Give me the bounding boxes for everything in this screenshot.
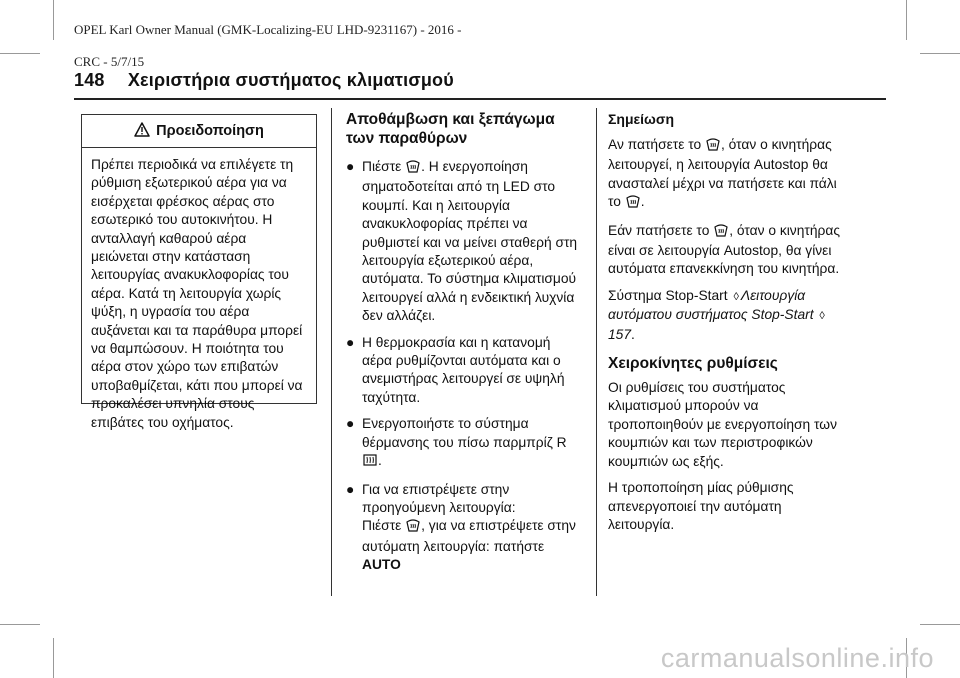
cross-reference-link[interactable]: Λειτουργία αυτόματου συστήματος Stop-Start <box>608 287 814 323</box>
crop-mark <box>906 0 907 40</box>
list-item <box>346 334 582 408</box>
page-reference[interactable]: 157 <box>608 326 632 342</box>
note-paragraph: Σύστημα Stop-Start ◊ Λειτουργία αυτόματου συστήματος Stop-Start ◊157. <box>608 287 825 342</box>
list-text: Πιέστε <box>362 518 402 534</box>
column-divider <box>596 108 597 596</box>
windscreen-defrost-icon <box>714 223 728 242</box>
defog-section <box>346 110 582 583</box>
section-title: Χειριστήρια συστήματος κλιματισμού <box>127 70 454 90</box>
column-divider <box>331 108 332 596</box>
crop-mark <box>0 53 40 54</box>
doc-title: OPEL Karl Owner Manual (GMK-Localizing-EU LHD-9231167) - 2016 - <box>74 22 462 37</box>
manual-paragraph: Οι ρυθμίσεις του συστήματος κλιματισμού μπορούν να τροποποιηθούν με ενεργοποίηση των κουμπιών και των περιστροφικών κουμπιών ως εξής. <box>608 380 837 469</box>
windscreen-defrost-icon <box>706 137 720 156</box>
page-title <box>74 70 454 91</box>
manual-heading: Χειροκίνητες ρυθμίσεις <box>608 355 778 373</box>
warning-box <box>81 114 317 430</box>
auto-label: AUTO <box>362 557 401 573</box>
list-text: , για να επιστρέψετε στην αυτόματη λειτουργία: πατήστε <box>362 518 576 554</box>
doc-subtitle: CRC - 5/7/15 <box>74 54 145 69</box>
note-heading: Σημείωση <box>608 111 675 127</box>
bullet-icon: ● <box>346 481 355 497</box>
page-number: 148 <box>74 70 105 90</box>
list-text: Πιέστε <box>362 159 402 174</box>
watermark: carmanualsonline.info <box>660 643 934 673</box>
crop-mark <box>53 638 54 678</box>
heading-rule <box>74 98 886 100</box>
warning-header <box>82 115 316 148</box>
list-item <box>346 481 582 575</box>
rear-window-heat-icon <box>363 453 377 472</box>
windscreen-defrost-icon <box>406 159 420 178</box>
reference-arrow-icon: ◊ <box>819 310 825 323</box>
list-text: . <box>378 453 382 469</box>
warning-title: Προειδοποίηση <box>156 123 264 139</box>
defog-heading: Αποθάμβωση και ξεπάγωμα των παραθύρων <box>346 111 555 147</box>
warning-triangle-icon <box>134 122 150 141</box>
defog-list <box>346 158 582 575</box>
list-text: Η θερμοκρασία και η κατανομή αέρα ρυθμίζονται αυτόματα και ο ανεμιστήρας λειτουργεί σε υψηλή ταχύτητα. <box>362 334 565 405</box>
list-item <box>346 415 582 472</box>
bullet-icon: ● <box>346 416 355 432</box>
windscreen-defrost-icon <box>406 518 420 537</box>
reference-arrow-icon: ◊ <box>733 290 739 303</box>
manual-paragraph: Η τροποποίηση μίας ρύθμισης απενεργοποιεί την αυτόματη λειτουργία. <box>608 480 794 532</box>
crop-mark <box>0 624 40 625</box>
bullet-icon: ● <box>346 159 355 174</box>
crop-mark <box>920 624 960 625</box>
crop-mark <box>53 0 54 40</box>
bullet-icon: ● <box>346 334 355 350</box>
list-text: Ενεργοποιήστε το σύστημα θέρμανσης του πίσω παρμπρίζ R <box>362 416 567 450</box>
note-section <box>608 110 844 542</box>
warning-text: Πρέπει περιοδικά να επιλέγετε τη ρύθμιση εξωτερικού αέρα για να εισέρχεται φρέσκος αέρας στο εσωτερικό του αυτοκινήτου. Η ανταλλαγή καθαρού αέρα μειώνεται στην κατάσταση λειτουργίας ανακυκλοφορίας του αέρα. Κατά τη λειτουργία χωρίς ψύξη, η υγρασία του αέρα αυξάνεται και τα παράθυρα μπορεί να θαμπώσουν. Η ποιότητα του αέρα στον χώρο των επιβατών υποβαθμίζεται, κάτι που μπορεί να προκαλέσει υπνηλία στους επιβάτες του οχήματος. <box>91 157 303 430</box>
windscreen-defrost-icon <box>626 194 640 213</box>
note-paragraph: Εάν πατήσετε το , όταν ο κινητήρας είναι σε λειτουργία Autostop, θα γίνει αυτόματα επανεκκίνηση του κινητήρα. <box>608 222 840 277</box>
list-text: Για να επιστρέψετε στην προηγούμενη λειτουργία: <box>362 481 516 515</box>
list-item <box>346 158 582 326</box>
list-text: . Η ενεργοποίηση σηματοδοτείται από τη LED στο κουμπί. Και η λειτουργία ανακυκλοφορίας πρέπει να ρυθμιστεί και να μείνει σταθερή στη λειτουργία εξωτερικού αέρα, αυτόματα. Το σύστημα κλιματισμού λειτουργεί αλλά η ενδεικτική λυχνία δεν αλλάζει. <box>362 159 578 324</box>
crop-mark <box>920 53 960 54</box>
note-paragraph: Αν πατήσετε το , όταν ο κινητήρας λειτουργεί, η λειτουργία Autostop θα ανασταλεί μέχρι να πατήσετε και πάλι το . <box>608 136 844 214</box>
